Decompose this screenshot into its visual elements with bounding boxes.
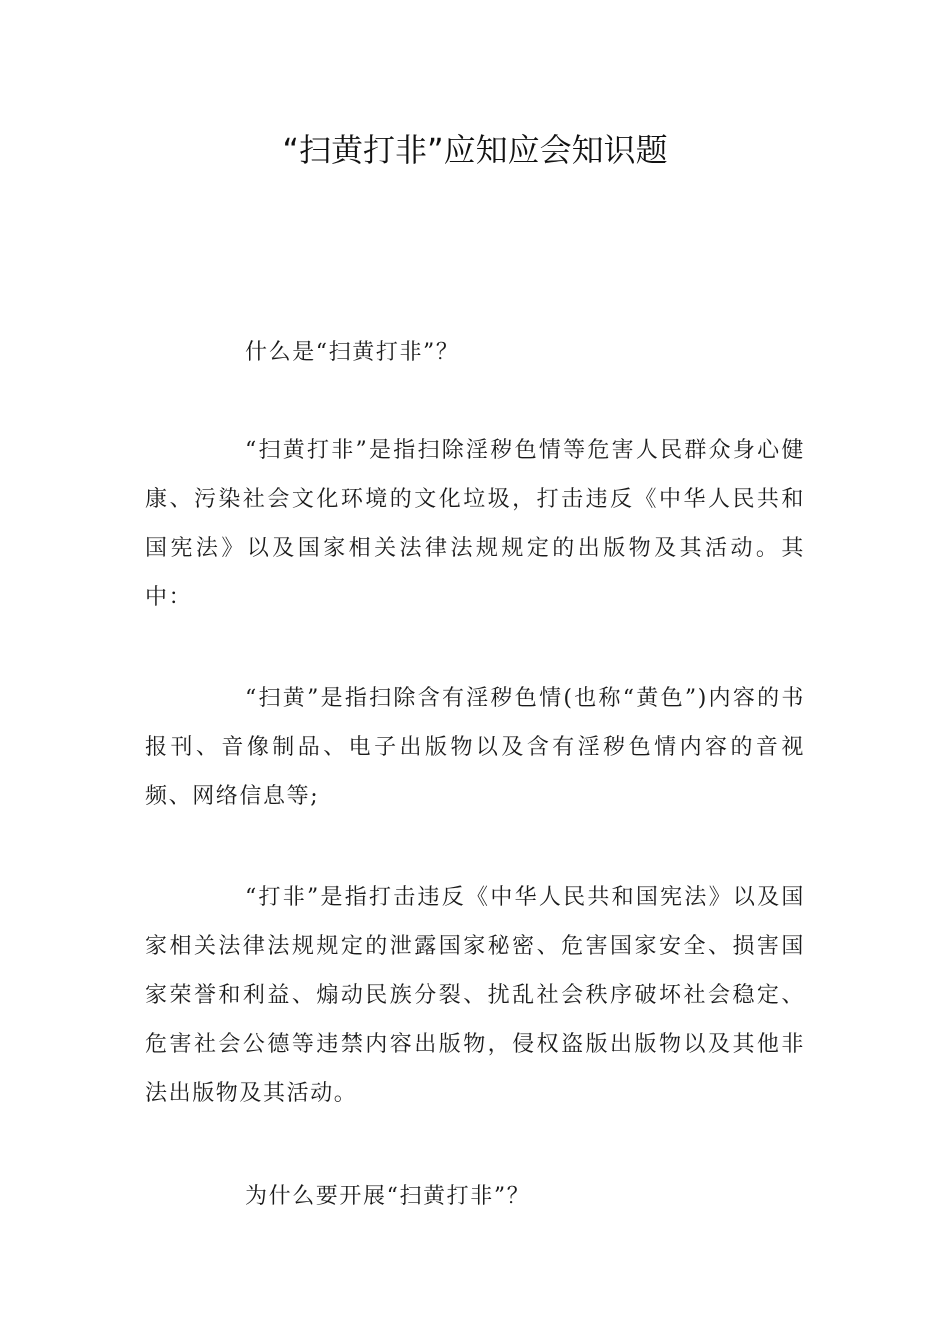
paragraph-dafei: “打非”是指打击违反《中华人民共和国宪法》以及国家相关法律法规规定的泄露国家秘密、危害国家安全、损害国家荣誉和利益、煽动民族分裂、扰乱社会秩序破坏社会稳定、危害社会公德等违禁内容出版物，侵权盗版出版物以及其他非法出版物及其活动。 xyxy=(145,885,805,1106)
question-what-is: 什么是“扫黄打非”？ xyxy=(245,340,460,365)
paragraph-definition: “扫黄打非”是指扫除淫秽色情等危害人民群众身心健康、污染社会文化环境的文化垃圾，打击违反《中华人民共和国宪法》以及国家相关法律法规规定的出版物及其活动。其中： xyxy=(145,438,805,610)
document-title: “扫黄打非”应知应会知识题 xyxy=(282,131,668,169)
question-why: 为什么要开展“扫黄打非”？ xyxy=(245,1184,531,1209)
paragraph-saohuang: “扫黄”是指扫除含有淫秽色情(也称“黄色”)内容的书报刊、音像制品、电子出版物以及含有淫秽色情内容的音视频、网络信息等; xyxy=(145,686,805,809)
